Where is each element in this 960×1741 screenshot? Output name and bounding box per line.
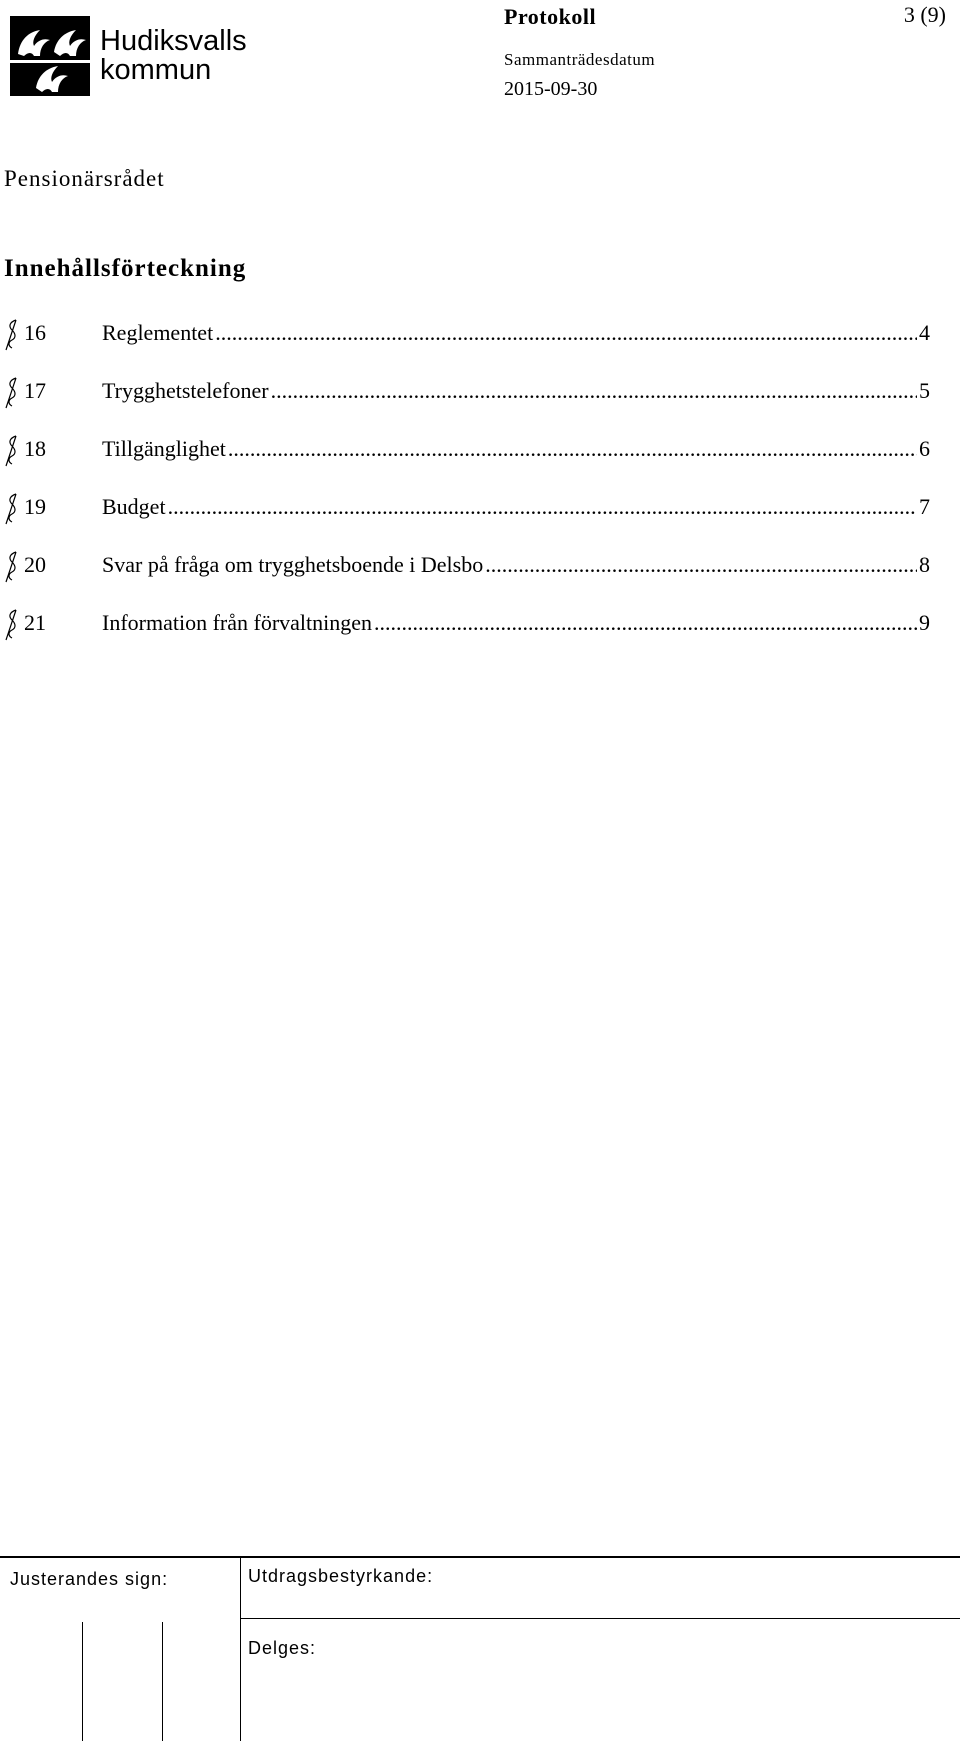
- toc-item-number: 18: [24, 436, 46, 461]
- footer-column-divider: [240, 1556, 241, 1741]
- toc-item-number: 16: [24, 320, 46, 345]
- toc-item-page: 5: [919, 378, 930, 403]
- toc-item-title: Trygghetstelefoner: [102, 378, 269, 403]
- toc-item[interactable]: [0, 488, 960, 546]
- extract-certification-label: Utdragsbestyrkande:: [248, 1566, 434, 1586]
- toc-item-title: Svar på fråga om trygghetsboende i Delsbo: [102, 552, 484, 577]
- toc-item[interactable]: [0, 604, 960, 662]
- toc-leader-dots: [168, 494, 917, 520]
- logo-line-1: Hudiksvalls: [100, 25, 247, 57]
- toc-item-title: Reglementet: [102, 320, 214, 345]
- section-sign-icon: [4, 434, 18, 468]
- toc-leader-dots: [485, 552, 917, 578]
- section-sign-icon: [4, 492, 18, 526]
- section-sign-icon: [4, 550, 18, 584]
- toc-item-number: 17: [24, 378, 46, 403]
- footer-row-divider: [240, 1618, 960, 1619]
- signature-box-divider: [82, 1622, 83, 1741]
- toc-leader-dots: [374, 610, 917, 636]
- toc-heading: Innehållsförteckning: [4, 255, 247, 282]
- toc-item-page: 8: [919, 552, 930, 577]
- page-number: 3 (9): [903, 2, 946, 27]
- toc-item[interactable]: [0, 314, 960, 372]
- toc-leader-dots: [271, 378, 917, 404]
- section-sign-icon: [4, 376, 18, 410]
- adjuster-signature-label: Justerandes sign:: [10, 1569, 169, 1589]
- logo-wordmark: [100, 27, 247, 85]
- organ-title: Pensionärsrådet: [4, 166, 165, 191]
- footer-divider: [0, 1556, 960, 1558]
- signature-footer: [0, 1556, 960, 1741]
- section-sign-icon: [4, 318, 18, 352]
- goat-emblem-icon: [10, 16, 90, 96]
- toc-item-title: Information från förvaltningen: [102, 610, 373, 635]
- toc-item-number: 21: [24, 610, 46, 635]
- toc-item[interactable]: [0, 430, 960, 488]
- distribution-label: Delges:: [248, 1638, 317, 1658]
- meeting-date-value: 2015-09-30: [504, 78, 598, 100]
- toc-item-title: Budget: [102, 494, 166, 519]
- section-sign-icon: [4, 608, 18, 642]
- toc-item-number: 20: [24, 552, 46, 577]
- municipality-logo: [10, 16, 260, 96]
- toc-item-title: Tillgänglighet: [102, 436, 226, 461]
- signature-box-divider: [162, 1622, 163, 1741]
- table-of-contents: [0, 314, 960, 662]
- toc-item-page: 9: [919, 610, 930, 635]
- logo-line-2: kommun: [100, 54, 212, 86]
- toc-item-page: 7: [919, 494, 930, 519]
- document-type: Protokoll: [504, 4, 597, 29]
- toc-leader-dots: [228, 436, 917, 462]
- toc-item-page: 6: [919, 436, 930, 461]
- toc-leader-dots: [215, 320, 917, 346]
- toc-item[interactable]: [0, 546, 960, 604]
- toc-item-number: 19: [24, 494, 46, 519]
- meeting-date-label: Sammanträdesdatum: [504, 50, 656, 69]
- toc-item-page: 4: [919, 320, 930, 345]
- toc-item[interactable]: [0, 372, 960, 430]
